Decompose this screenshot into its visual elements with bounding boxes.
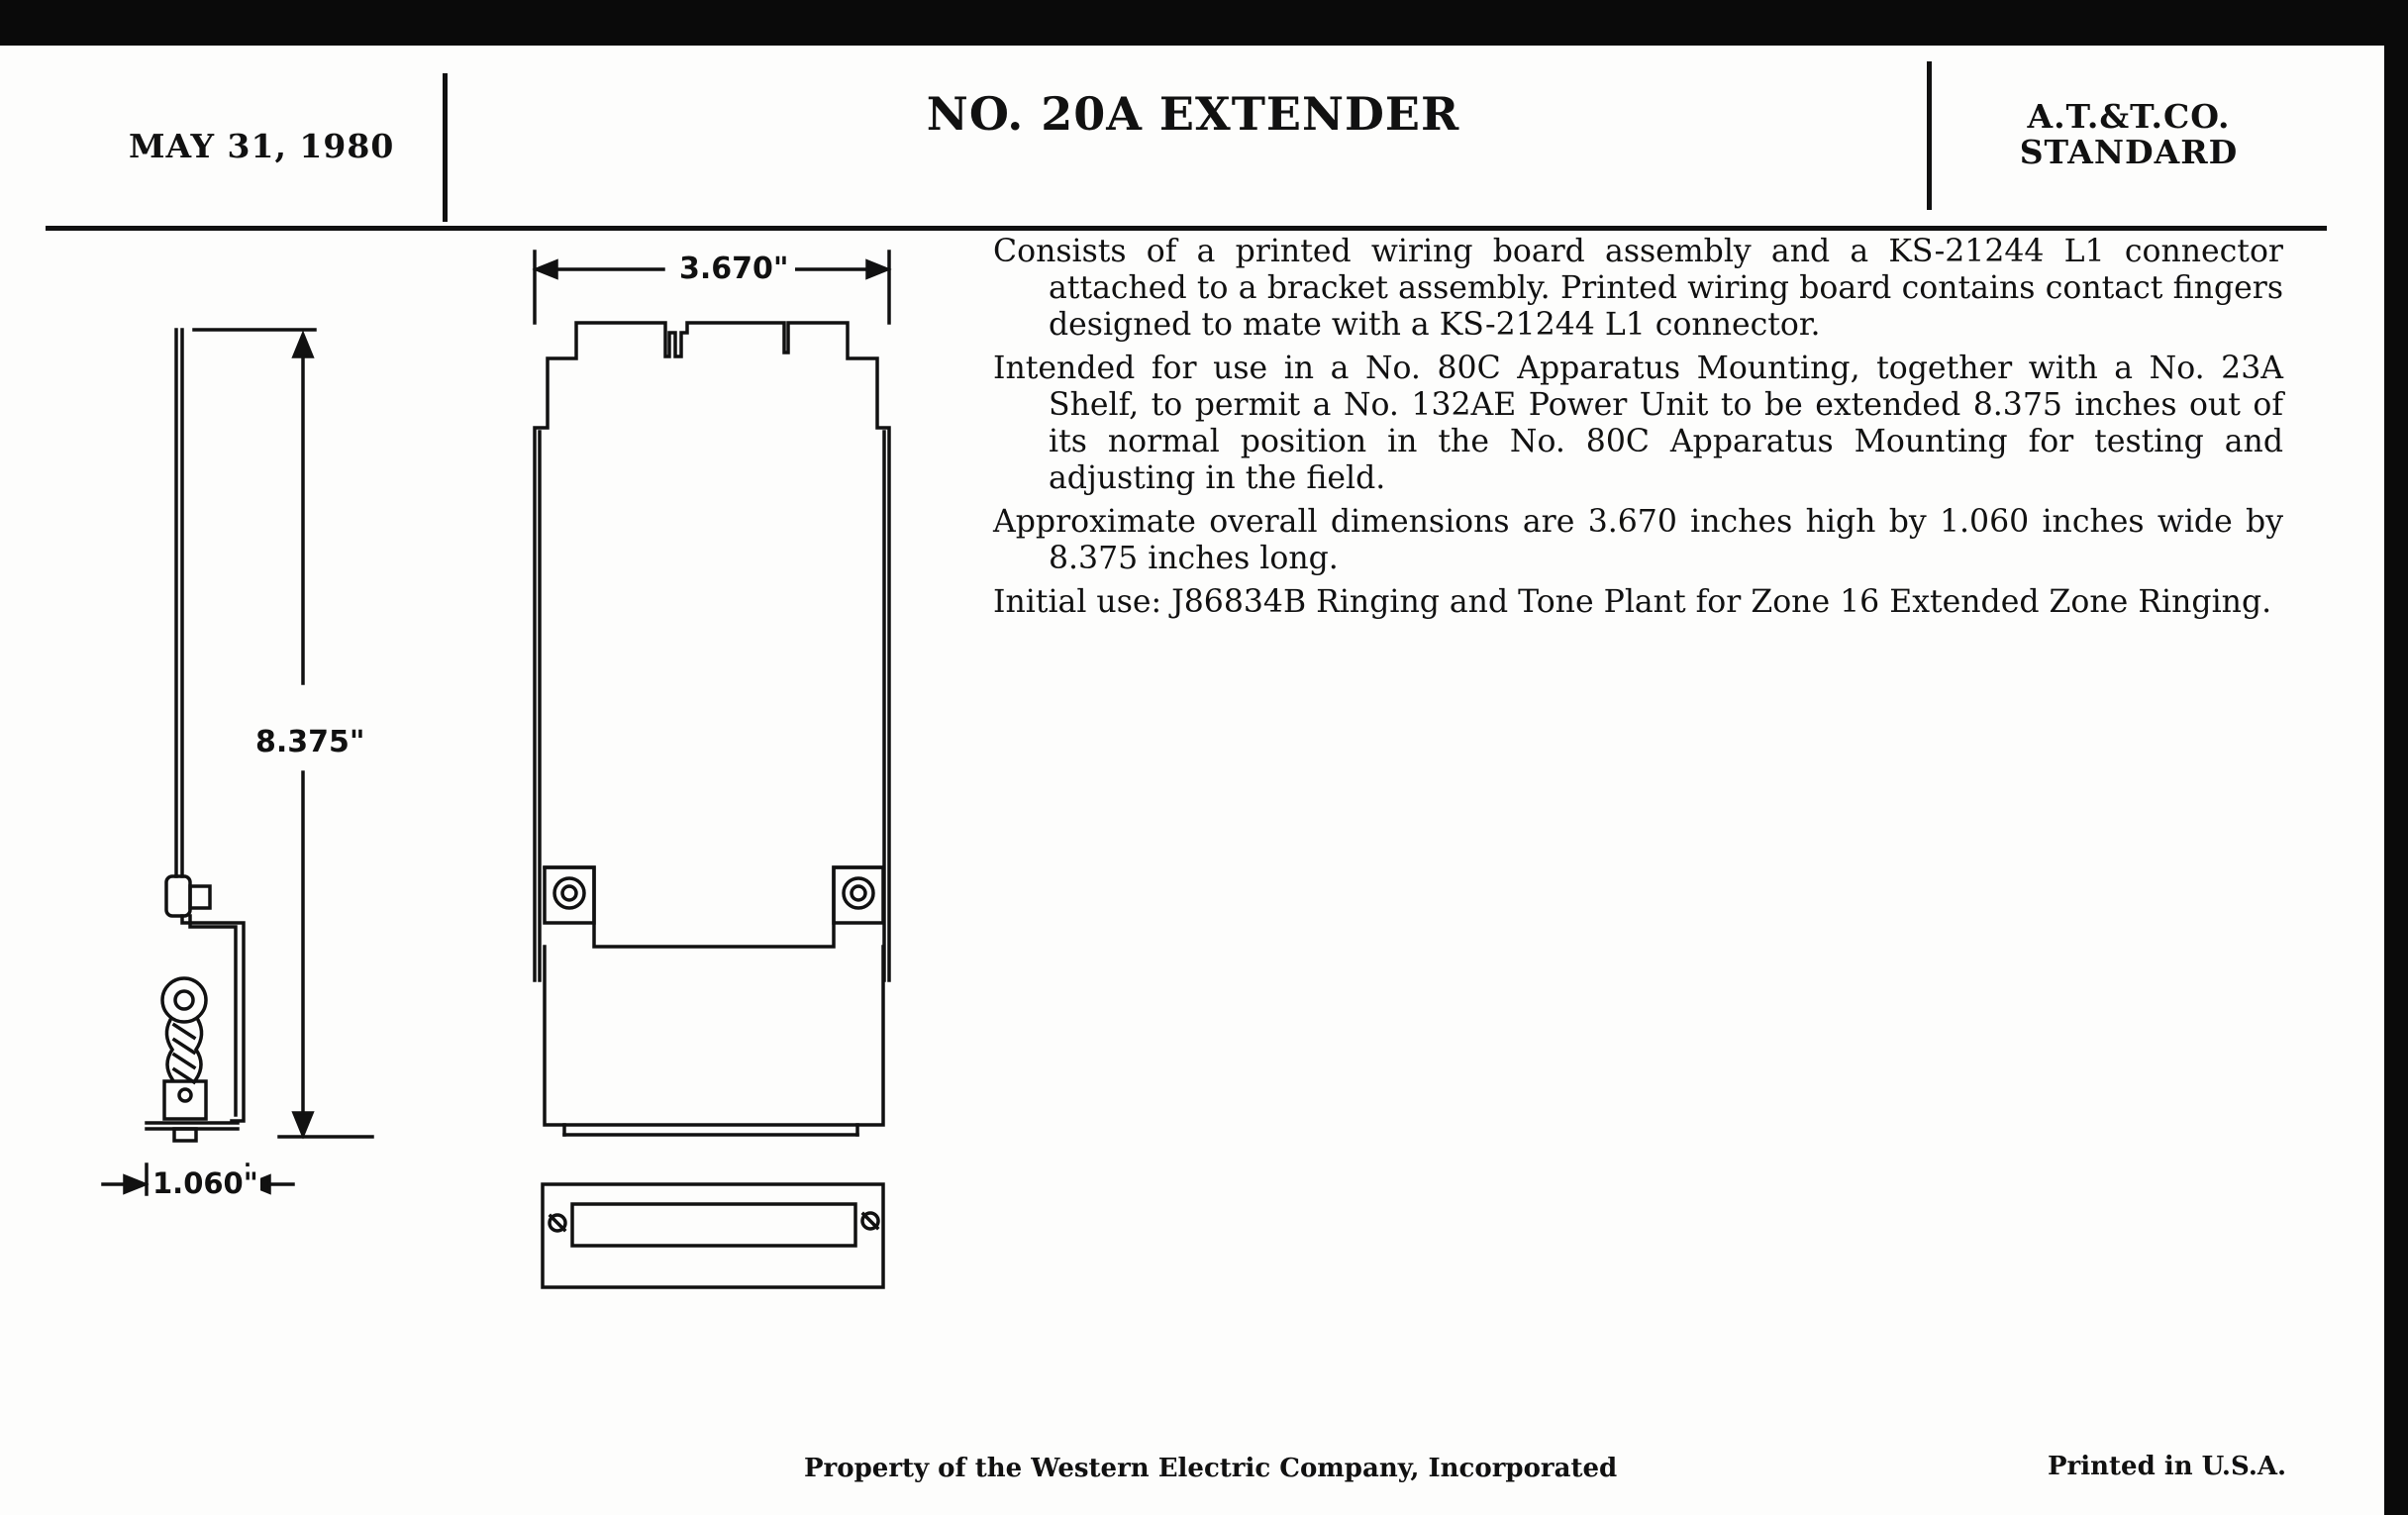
description-paragraph-1: Consists of a printed wiring board assembly and a KS-21244 L1 connector attached to a bracket assembly. Printed wiring board contains contact fingers designed to mate with a KS-21244 L1 connector.: [993, 234, 2283, 343]
issue-date: MAY 31, 1980: [129, 127, 395, 165]
length-dimension-label: 8.375": [251, 719, 369, 765]
connector-end-drawing: [543, 1184, 883, 1287]
standard-line-1: A.T.&T.CO.: [2027, 97, 2231, 136]
printed-notice: Printed in U.S.A.: [2048, 1452, 2287, 1481]
page-title: NO. 20A EXTENDER: [926, 87, 1460, 141]
front-view-drawing: [535, 252, 889, 1135]
standard-line-2: STANDARD: [2019, 133, 2239, 171]
description-paragraph-2: Intended for use in a No. 80C Apparatus Mounting, together with a No. 23A Shelf, to permit a No. 132AE Power Unit to be extended 8.375 inches out of its normal position in the No. 80C Apparatus Mounting for testing and adjusting in the field.: [993, 351, 2283, 496]
description-paragraph-4: Initial use: J86834B Ringing and Tone Plant for Zone 16 Extended Zone Ringing.: [993, 584, 2272, 620]
property-notice: Property of the Western Electric Company, Incorporated: [804, 1454, 1618, 1483]
description-paragraph-3: Approximate overall dimensions are 3.670 inches high by 1.060 inches wide by 8.375 inches long.: [993, 504, 2283, 576]
description-text: [993, 234, 2283, 628]
width-dimension-label: 1.060": [152, 1166, 258, 1200]
height-dimension-label: 3.670": [673, 252, 795, 286]
